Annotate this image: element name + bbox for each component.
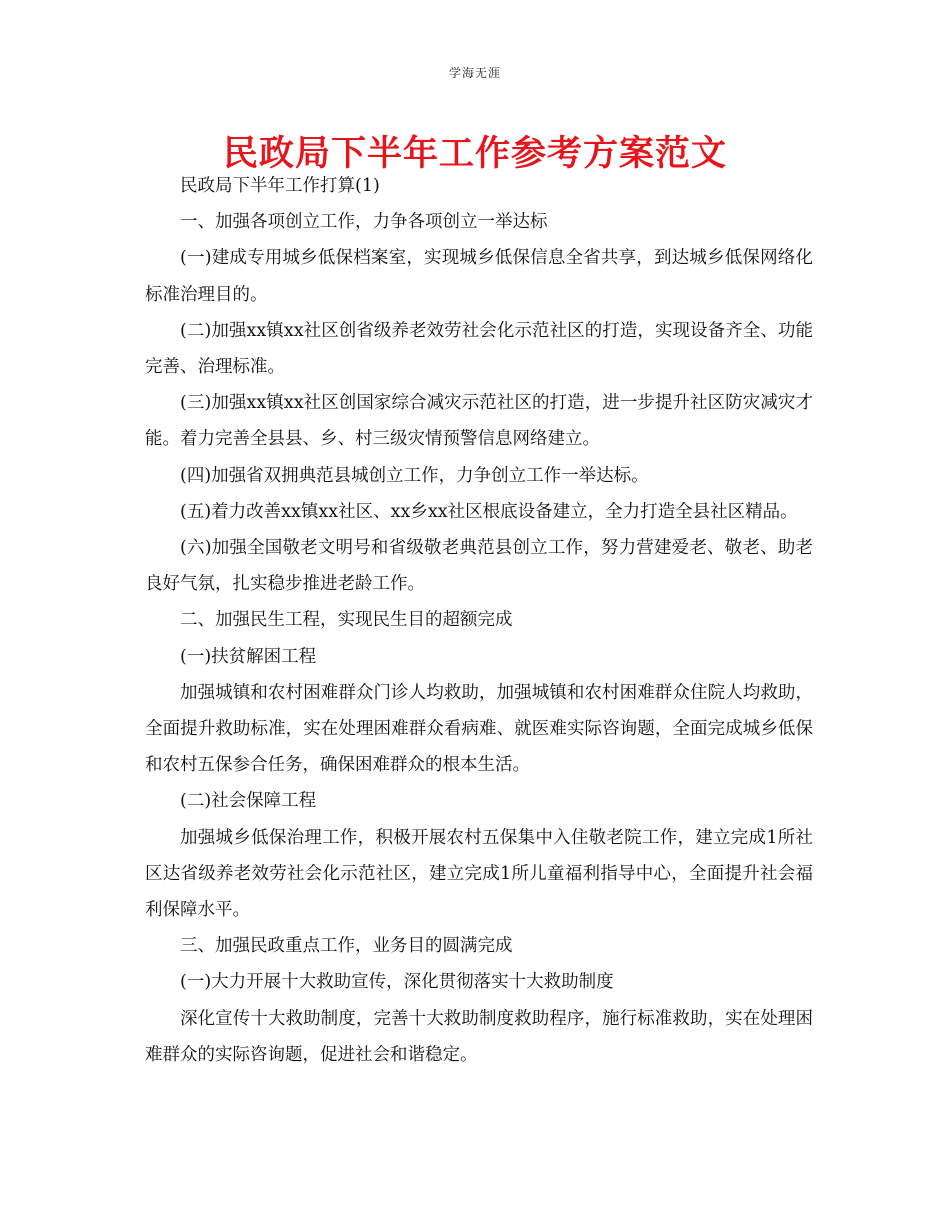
paragraph: (一)扶贫解困工程 <box>180 646 317 667</box>
paragraph: (二)社会保障工程 <box>180 791 317 812</box>
paragraph: (五)着力改善xx镇xx社区、xx乡xx社区根底设备建立，全力打造全县社区精品。 <box>180 501 798 522</box>
paragraph: (一)大力开展十大救助宣传，深化贯彻落实十大救助制度 <box>180 972 614 993</box>
paragraph: 民政局下半年工作打算(1) <box>180 176 380 196</box>
paragraph: (四)加强省双拥典范县城创立工作，力争创立工作一举达标。 <box>180 465 649 486</box>
document-title: 民政局下半年工作参考方案范文 <box>222 134 727 174</box>
paragraph: (六)加强全国敬老文明号和省级敬老典范县创立工作，努力营建爱老、敬老、助老良好气氛，扎实稳步推进老龄工作。 <box>145 538 813 595</box>
paragraph: 一、加强各项创立工作，力争各项创立一举达标 <box>180 212 548 233</box>
paragraph: 三、加强民政重点工作，业务目的圆满完成 <box>180 936 513 957</box>
document-body <box>145 168 813 1073</box>
paragraph: (二)加强xx镇xx社区创省级养老效劳社会化示范社区的打造，实现设备齐全、功能完善、治理标准。 <box>145 320 813 378</box>
paragraph: 加强城乡低保治理工作，积极开展农村五保集中入住敬老院工作，建立完成1所社区达省级养老效劳社会化示范社区，建立完成1所儿童福利指导中心，全面提升社会福利保障水平。 <box>145 827 813 921</box>
paragraph: 加强城镇和农村困难群众门诊人均救助，加强城镇和农村困难群众住院人均救助，全面提升救助标准，实在处理困难群众看病难、就医难实际咨询题，全面完成城乡低保和农村五保参合任务，确保困难群众的根本生活。 <box>145 682 813 776</box>
header-motto: 学海无涯 <box>448 66 501 80</box>
paragraph: (三)加强xx镇xx社区创国家综合减灾示范社区的打造，进一步提升社区防灾减灾才能。着力完善全县县、乡、村三级灾情预警信息网络建立。 <box>145 393 813 450</box>
paragraph: 深化宣传十大救助制度，完善十大救助制度救助程序，施行标准救助，实在处理困难群众的实际咨询题，促进社会和谐稳定。 <box>145 1008 813 1065</box>
paragraph: (一)建成专用城乡低保档案室，实现城乡低保信息全省共享，到达城乡低保网络化标准治理目的。 <box>145 248 813 305</box>
paragraph: 二、加强民生工程，实现民生目的超额完成 <box>180 610 513 631</box>
